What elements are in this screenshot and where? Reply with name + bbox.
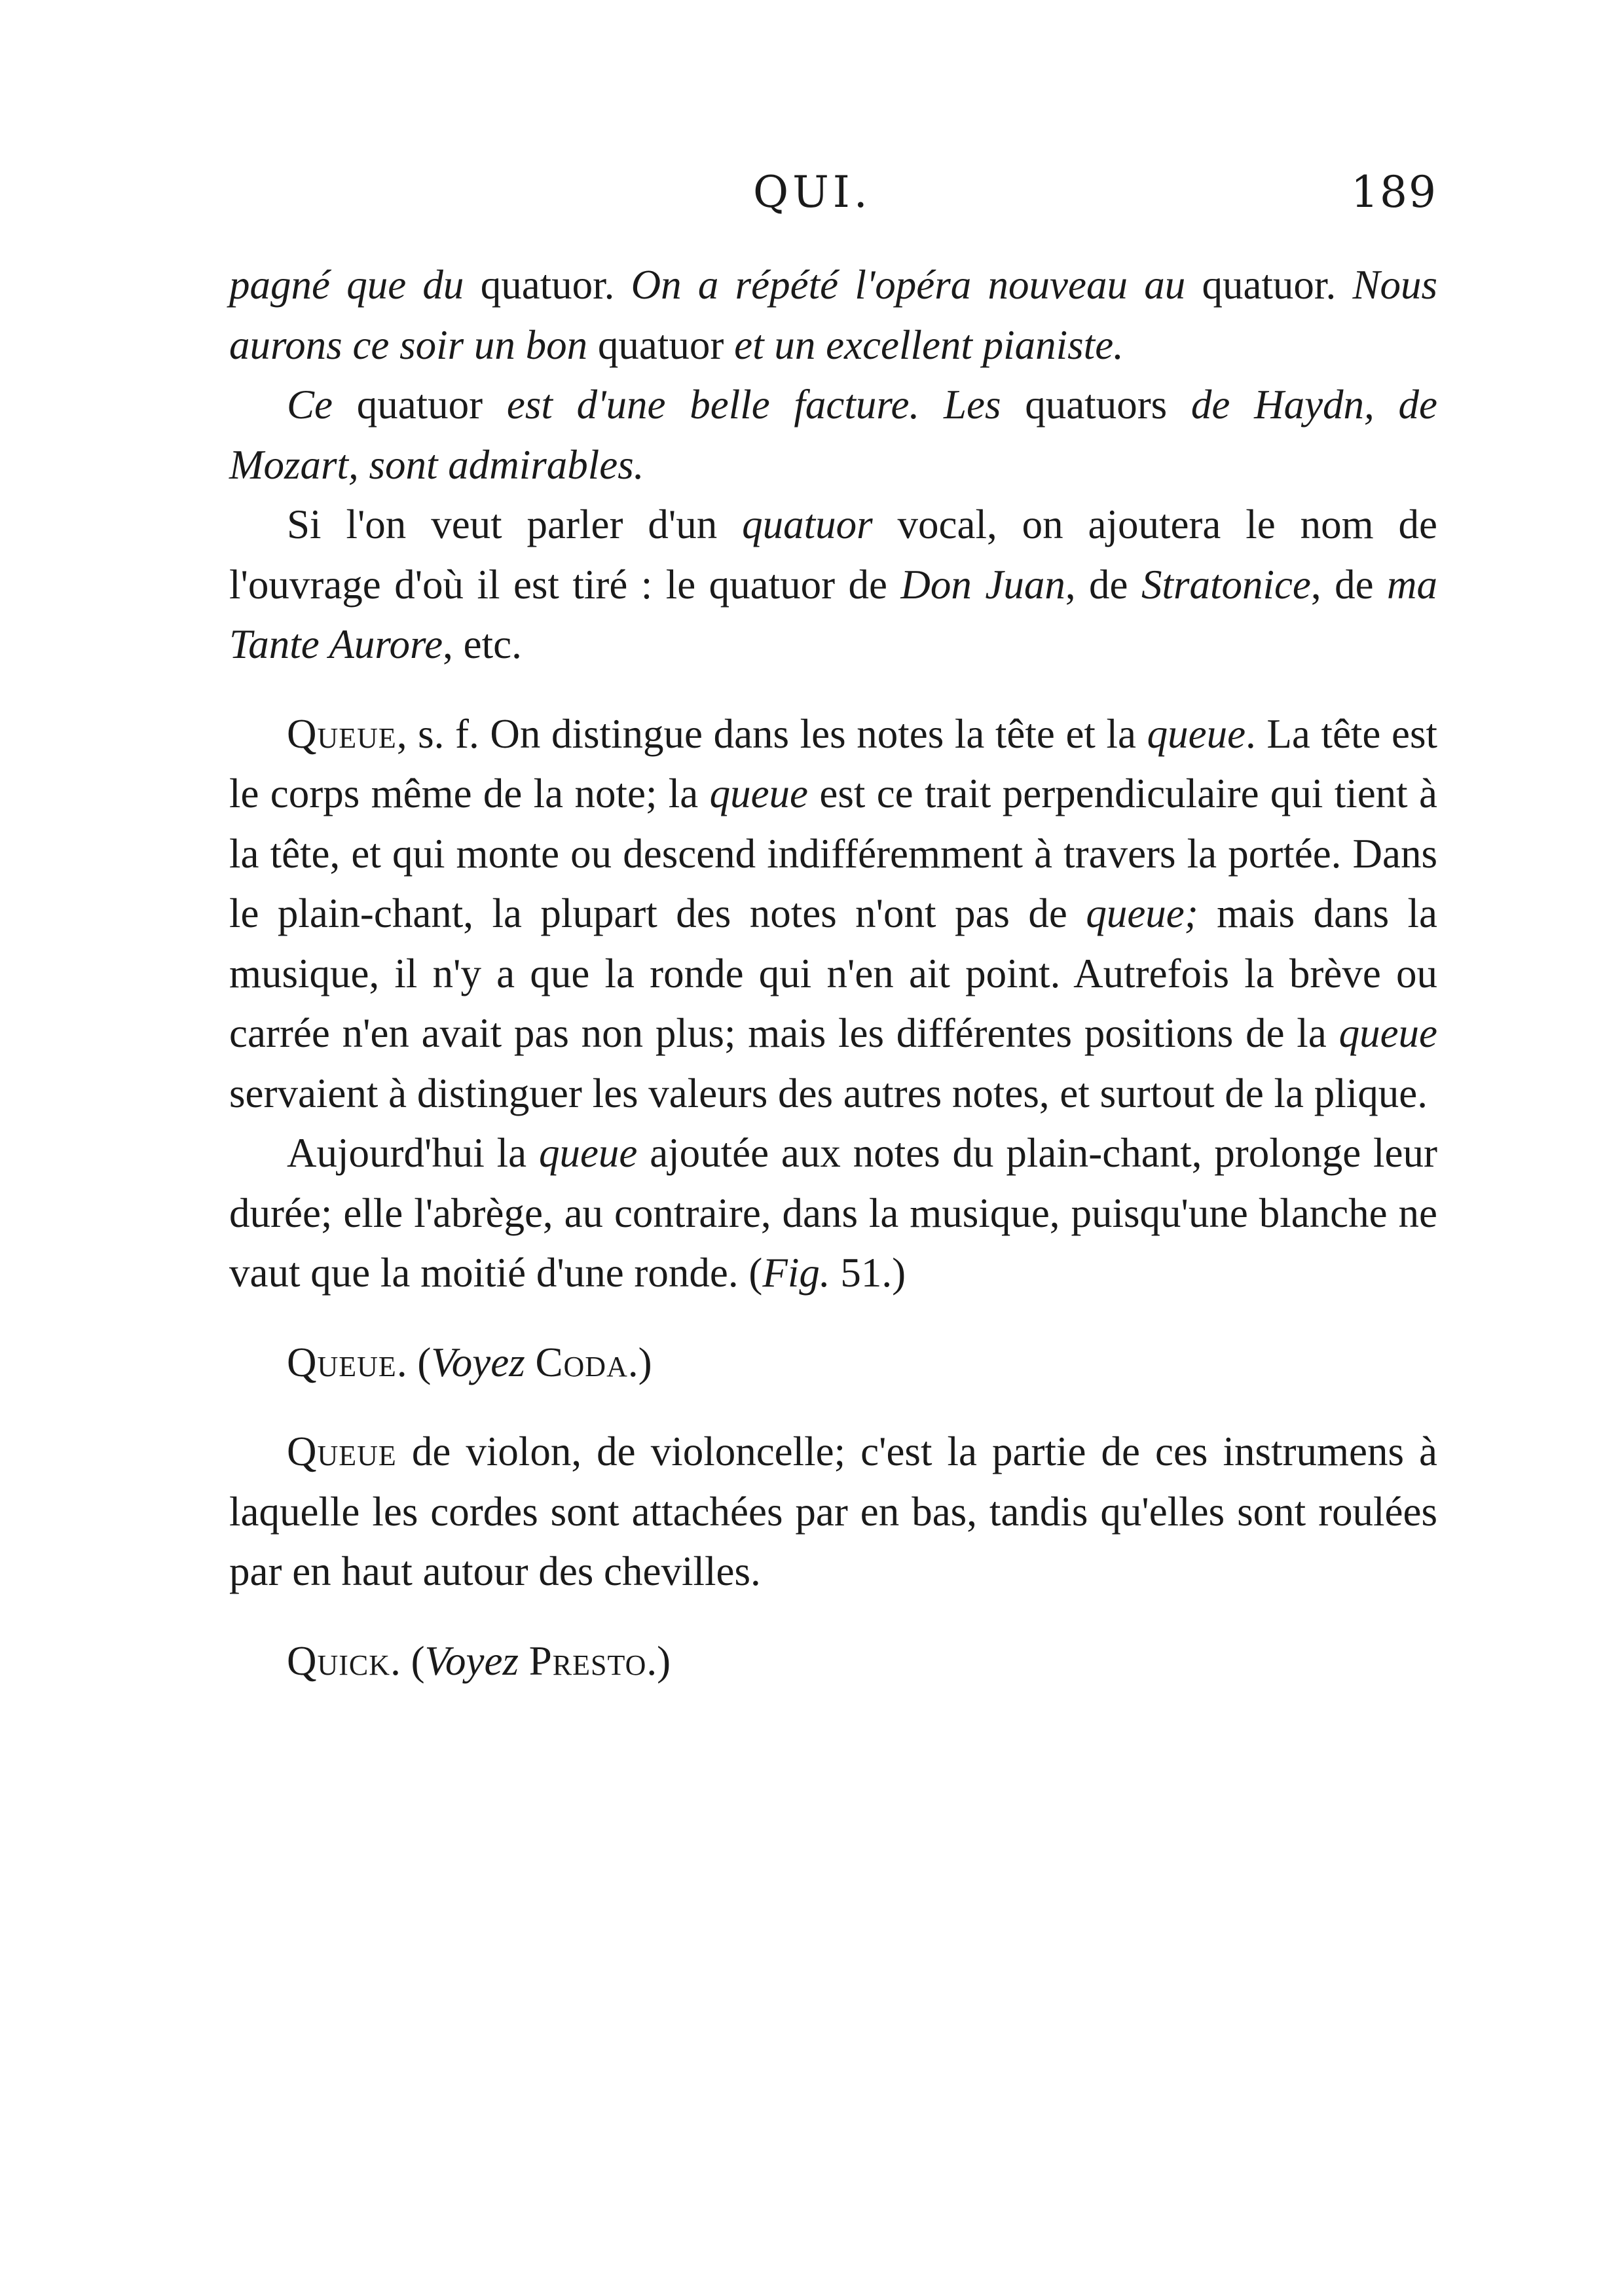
roman-text: est ce trait perpendiculaire qui tient à la tête, et qui monte ou descend indifféremment à travers la portée. Dans le plain-chant, la plupart des notes n'ont pas de: [229, 771, 1437, 936]
roman-text: , etc.: [443, 621, 522, 667]
headword: Queue: [287, 710, 397, 757]
roman-text: 51.): [830, 1250, 906, 1296]
running-head: QUI.: [753, 167, 872, 217]
roman-text: quatuors: [1001, 382, 1191, 428]
roman-text: . La tête est le corps même de la note; la: [229, 710, 1437, 816]
entry-quick: [229, 1631, 1437, 1692]
roman-text: .): [627, 1339, 652, 1385]
paragraph-quatuor-examples: [229, 255, 1437, 375]
roman-text: Aujourd'hui la: [287, 1130, 539, 1176]
italic-text: et un excellent pianiste.: [734, 321, 1124, 368]
italic-text: Voyez: [424, 1637, 519, 1684]
italic-text: Stratonice: [1141, 561, 1311, 608]
roman-text: vocal, on ajoutera le nom de l'ouvrage d'où il est tiré : le quatuor de: [229, 501, 1437, 608]
roman-text: . (: [396, 1339, 432, 1385]
roman-text: mais dans la musique, il n'y a que la ronde qui n'en ait point. Autrefois la brève ou carrée n'en avait pas non plus; mais les différentes positions de la: [229, 890, 1437, 1056]
paragraph-quatuor-vocal: [229, 495, 1437, 675]
body-text: [229, 255, 1437, 1691]
roman-text: quatuor: [587, 321, 735, 368]
italic-text: queue: [1338, 1010, 1437, 1056]
headword: Quick: [287, 1637, 391, 1684]
italic-text: Ce: [287, 382, 333, 428]
italic-text: pagné que du: [229, 262, 464, 308]
page-header: [229, 167, 1437, 232]
italic-text: queue: [538, 1130, 638, 1176]
italic-text: ma Tante Aurore: [229, 561, 1437, 667]
italic-text: est d'une belle facture. Les: [506, 382, 1001, 428]
roman-text: [519, 1638, 529, 1684]
roman-text: Si l'on veut parler d'un: [287, 501, 743, 547]
italic-text: queue: [709, 771, 809, 816]
italic-text: Voyez: [431, 1339, 525, 1385]
paragraph-quatuor-facture: [229, 375, 1437, 495]
roman-text: .): [646, 1637, 671, 1684]
page-number: 189: [1351, 167, 1437, 217]
italic-text: Don Juan: [900, 561, 1065, 608]
roman-text: , s. f. On distingue dans les notes la tête et la: [396, 710, 1147, 757]
roman-text: quatuor: [332, 382, 507, 428]
roman-text: . (: [390, 1637, 425, 1684]
roman-text: , de: [1065, 561, 1141, 608]
headword: Queue: [287, 1429, 397, 1474]
italic-text: quatuor: [742, 501, 873, 547]
italic-text: de Haydn, de Mozart, sont admirables.: [229, 382, 1437, 488]
headword: Queue: [287, 1339, 397, 1385]
roman-text: ajoutée aux notes du plain-chant, prolonge leur durée; elle l'abrège, au contraire, dans la musique, puisqu'une blanche ne vaut que la moitié d'une ronde. (: [229, 1130, 1437, 1296]
roman-text: [525, 1339, 536, 1385]
italic-text: queue;: [1086, 890, 1198, 936]
cross-reference: Coda: [535, 1339, 628, 1385]
italic-text: Nous aurons ce soir un bon: [229, 262, 1437, 368]
italic-text: On a répété l'opéra nouveau au: [631, 262, 1186, 308]
entry-queue-de-violon: [229, 1422, 1437, 1602]
paragraph-queue-plain-chant: [229, 1123, 1437, 1303]
roman-text: quatuor.: [1185, 262, 1353, 308]
italic-text: queue: [1147, 710, 1246, 757]
entry-queue: [229, 704, 1437, 1124]
italic-text: Fig.: [762, 1250, 830, 1296]
roman-text: servaient à distinguer les valeurs des autres notes, et surtout de la plique.: [229, 1070, 1428, 1116]
cross-reference: Presto: [528, 1637, 647, 1684]
entry-queue-coda: [229, 1333, 1437, 1393]
roman-text: , de: [1310, 561, 1387, 608]
roman-text: quatuor.: [464, 262, 631, 308]
roman-text: de violon, de violoncelle; c'est la partie de ces instrumens à laquelle les cordes sont attachées par en bas, tandis qu'elles sont roulées par en haut autour des chevilles.: [229, 1429, 1437, 1594]
